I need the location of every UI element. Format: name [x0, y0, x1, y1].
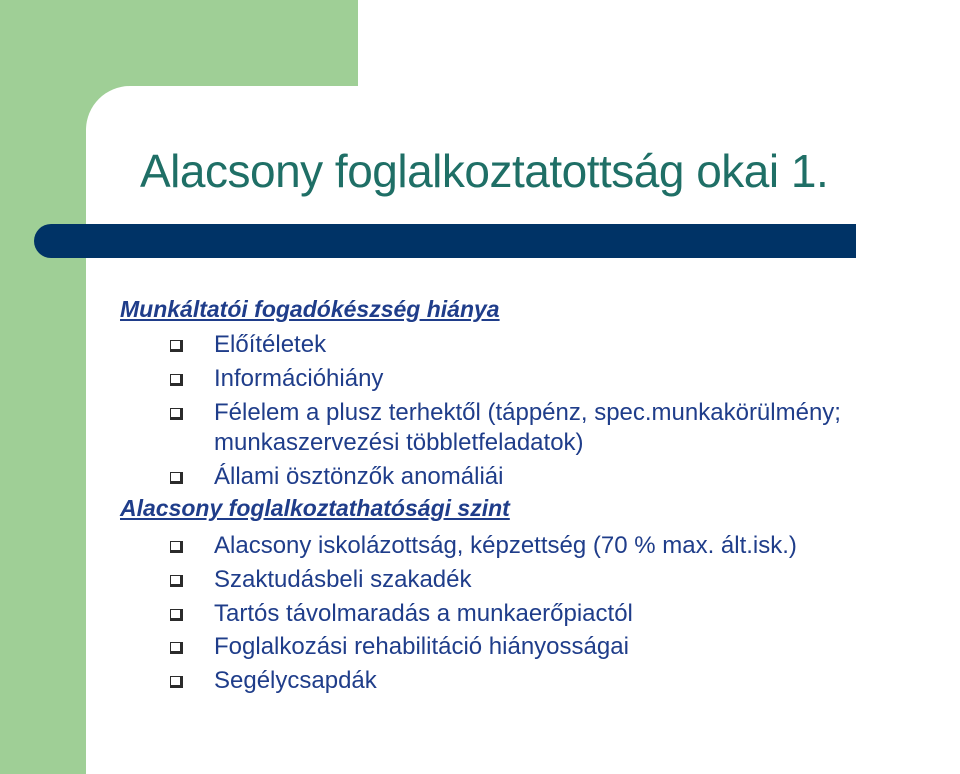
list-item-text: Foglalkozási rehabilitáció hiányosságai [214, 633, 629, 660]
checkbox-bullet-icon [170, 340, 183, 352]
list-item-text: Előítéletek [214, 331, 327, 358]
checkbox-bullet-icon [170, 374, 183, 386]
checkbox-bullet-icon [170, 408, 183, 420]
slide-title: Alacsony foglalkoztatottság okai 1. [140, 145, 829, 197]
checkbox-bullet-icon [170, 575, 183, 587]
checkbox-bullet-icon [170, 609, 183, 621]
list-item-text: Tartós távolmaradás a munkaerőpiactól [214, 600, 633, 627]
section-heading-employer: Munkáltatói fogadókészség hiánya [120, 296, 500, 322]
checkbox-bullet-icon [170, 472, 183, 484]
list-item-text: Információhiány [214, 365, 384, 392]
list-item-text: Alacsony iskolázottság, képzettség (70 % max. ált.isk.) [214, 532, 797, 559]
list-item-text: Félelem a plusz terhektől (táppénz, spec.munkakörülmény; [214, 399, 841, 426]
checkbox-bullet-icon [170, 676, 183, 688]
list-item-text: Állami ösztönzők anomáliái [214, 463, 504, 490]
list-item-text: Szaktudásbeli szakadék [214, 566, 472, 593]
list-item-text-continuation: munkaszervezési többletfeladatok) [214, 429, 584, 456]
section-heading-employability: Alacsony foglalkoztathatósági szint [120, 495, 510, 521]
checkbox-bullet-icon [170, 541, 183, 553]
checkbox-bullet-icon [170, 642, 183, 654]
list-item-text: Segélycsapdák [214, 667, 377, 694]
